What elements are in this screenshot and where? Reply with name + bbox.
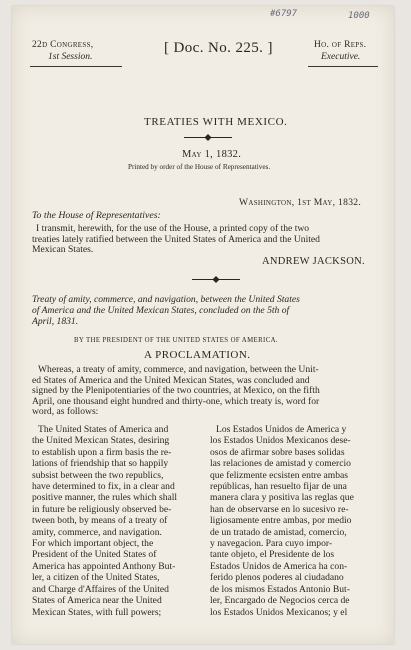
document-title: TREATIES WITH MEXICO. — [144, 116, 288, 128]
message-line: treaties lately ratified between the United States of America and the United — [32, 233, 320, 245]
proclamation-heading: A PROCLAMATION. — [144, 349, 251, 361]
proclamation-line: signed by the Plenipotentiaries of the two countries, at Mexico, on the fifth — [32, 385, 320, 397]
ornament-divider — [192, 279, 240, 280]
english-line: in future be religiously observed be- — [32, 503, 172, 515]
spanish-line: Estados Unidos de America ha con- — [210, 560, 348, 572]
spanish-line: osos de afirmar sobre bases solidas — [210, 446, 345, 458]
english-line: For which important object, the — [32, 538, 154, 550]
spanish-line: han de observarse en lo sucesivo re- — [210, 503, 349, 515]
spanish-line: los Estados Unidos Mexicanos dese- — [210, 435, 351, 447]
treaty-title-line: of America and the United Mexican States, concluded on the 5th of — [32, 305, 290, 316]
place-date: Washington, 1st May, 1832. — [239, 197, 362, 208]
proclamation-line: Whereas, a treaty of amity, commerce, and navigation, between the Unit- — [38, 364, 319, 375]
handwritten-price: 1000 — [348, 11, 370, 21]
header-rule-left — [30, 66, 122, 67]
spanish-line: y navegacion. Para cuyo impor- — [210, 538, 333, 550]
house-label: Ho. of Reps. — [314, 40, 367, 50]
treaty-title-line: April, 1831. — [32, 316, 79, 327]
spanish-line: de los mismos Estados Antonio But- — [210, 583, 350, 595]
english-line: President of the United States of — [32, 549, 157, 561]
date-line: May 1, 1832. — [182, 149, 242, 160]
english-line: amity, commerce, and navigation. — [32, 526, 162, 538]
treaty-title — [32, 294, 370, 327]
spanish-line: repúblicas, han resuelto fijar de una — [210, 481, 347, 493]
spanish-line: ler, Encargado de Negocios cerca de — [210, 595, 350, 607]
message-line: Mexican States. — [32, 244, 94, 256]
spanish-line: las relaciones de amistad y comercio — [210, 458, 351, 470]
document-page — [12, 6, 394, 644]
proclamation-line: word, as follows: — [32, 406, 99, 418]
english-line: subsist between the two republics, — [32, 469, 164, 481]
salutation: To the House of Representatives: — [32, 210, 161, 221]
proclamation-body — [32, 365, 370, 418]
spanish-line: ferido plenos poderes al ciudadano — [210, 572, 344, 584]
doc-number: [ Doc. No. 225. ] — [164, 40, 273, 56]
message-body — [32, 224, 370, 256]
english-line: ler, a citizen of the United States, — [32, 572, 160, 584]
congress-label: 22d Congress, — [32, 40, 94, 50]
english-line: Mexican States, with full powers; — [32, 606, 162, 618]
treaty-title-line: Treaty of amity, commerce, and navigation, between the United States — [32, 294, 300, 305]
signature: ANDREW JACKSON. — [262, 256, 365, 267]
proclamation-line: ed States of America and the United Mexican States, was concluded and — [32, 374, 310, 386]
english-line: lations of friendship that so happily — [32, 458, 169, 470]
english-line: positive manner, the rules which shall — [32, 492, 178, 504]
by-president-line: BY THE PRESIDENT OF THE UNITED STATES OF AMERICA. — [74, 337, 279, 344]
english-line: have determined to fix, in a clear and — [32, 481, 175, 493]
english-line: America has appointed Anthony But- — [32, 560, 176, 572]
english-column — [32, 424, 200, 618]
english-line: States of America near the United — [32, 595, 162, 607]
spanish-line: de un tratado de amistad, comercio, — [210, 526, 347, 538]
english-line: the United Mexican States, desiring — [32, 435, 170, 447]
session-label: 1st Session. — [48, 52, 93, 62]
english-line: The United States of America and — [38, 424, 169, 435]
proclamation-line: April, one thousand eight hundred and thirty-one, which treaty is, word for — [32, 395, 320, 407]
header-rule-right — [308, 66, 378, 67]
spanish-line: que felizmente ecsisten entre ambas — [210, 469, 348, 481]
english-line: and Charge d'Affaires of the United — [32, 583, 169, 595]
spanish-line: manera clara y positiva las reglas que — [210, 492, 354, 504]
printed-by-order: Printed by order of the House of Representatives. — [128, 163, 271, 171]
spanish-line: ligiosamente entre ambas, por medio — [210, 515, 352, 527]
spanish-line: tante objeto, el Presidente de los — [210, 549, 335, 561]
spanish-line: Los Estados Unidos de America y — [216, 424, 347, 435]
executive-label: Executive. — [321, 52, 361, 62]
handwritten-catalog-number: #6797 — [270, 9, 298, 19]
spanish-line: los Estados Unidos Mexicanos; y el — [210, 606, 348, 618]
message-line: I transmit, herewith, for the use of the House, a printed copy of the two — [36, 223, 310, 234]
spanish-column — [210, 424, 376, 618]
english-line: to establish upon a firm basis the re- — [32, 446, 172, 458]
english-line: tween both, by means of a treaty of — [32, 515, 168, 527]
ornament-divider — [184, 137, 232, 138]
